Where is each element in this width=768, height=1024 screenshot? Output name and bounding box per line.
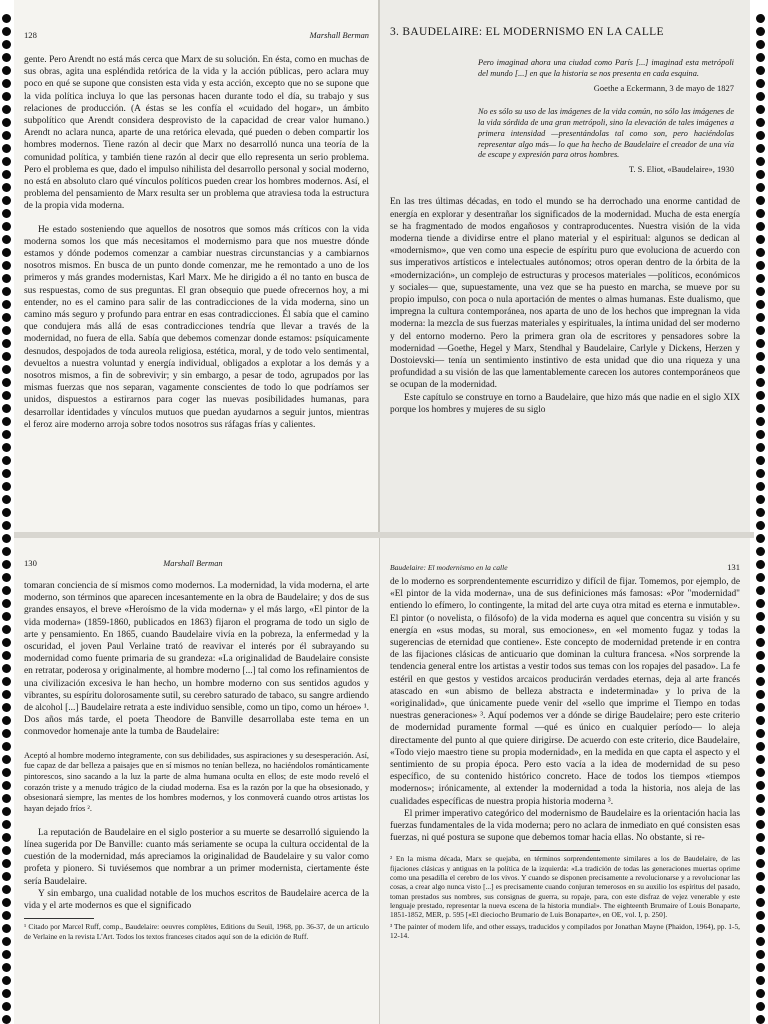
running-head <box>390 562 740 572</box>
binder-hole <box>756 14 765 23</box>
binder-hole <box>756 274 765 283</box>
binder-hole <box>756 742 765 751</box>
chapter-heading: 3. BAUDELAIRE: EL MODERNISMO EN LA CALLE <box>390 26 664 38</box>
binder-hole <box>2 742 11 751</box>
epigraph-source: Goethe a Eckermann, 3 de mayo de 1827 <box>593 82 734 93</box>
binder-hole <box>756 586 765 595</box>
binder-hole <box>756 339 765 348</box>
binder-hole <box>2 638 11 647</box>
binder-hole <box>2 92 11 101</box>
binder-hole <box>2 495 11 504</box>
binder-hole <box>2 391 11 400</box>
binder-hole <box>756 469 765 478</box>
binder-hole <box>2 378 11 387</box>
binder-hole <box>756 248 765 257</box>
binder-hole <box>2 898 11 907</box>
binder-hole <box>2 599 11 608</box>
block-quote: Aceptó al hombre moderno íntegramente, con sus debilidades, sus aspiraciones y su desesperación. Así, fue capaz de dar belleza a paisajes que en sí mismos no tenían belleza, no haciéndolos románticamente pintorescos, sino sacando a la luz la parte de alma humana oculta en ellos; de este modo reveló el corazón triste y a menudo trágico de la ciudad moderna. Esa es la razón por la que ha obsesionado, y obsesionará siempre, las mentes de los hombres modernos, y los conmoverá cuando otros artistas los hayan dejado fríos ². <box>24 750 369 814</box>
binder-hole <box>756 105 765 114</box>
binder-hole <box>756 677 765 686</box>
body-paragraph: Y sin embargo, una cualidad notable de los muchos escritos de Baudelaire acerca de la vida y el arte modernos es que el significado <box>24 888 369 912</box>
binder-holes-right <box>754 0 768 1024</box>
running-head-author: Marshall Berman <box>163 559 223 568</box>
binder-hole <box>2 1015 11 1024</box>
binder-hole <box>756 833 765 842</box>
binder-hole <box>756 755 765 764</box>
binder-hole <box>756 846 765 855</box>
binder-hole <box>756 404 765 413</box>
binder-hole <box>2 508 11 517</box>
body-paragraph: He estado sosteniendo que aquellos de nosotros que somos más críticos con la vida moderna somos los que más necesitamos el modernismo para que nos muestre dónde estamos y dónde podemos comenzar a cambiar nuestras circunstancias y a cambiarnos nosotros mismos. En busca de un punto donde comenzar, me he remontado a uno de los primeros y más grandes modernistas, Karl Marx. Me he dirigido a él no tanto en busca de sus respuestas, como de sus preguntas. El gran obsequio que puede ofrecernos hoy, a mi entender, no es el camino para salir de las contradicciones de la vida moderna, sino un camino más seguro y profundo para entrar en esas contradicciones. Él sabía que el camino que condujera más allá de esas contradicciones tendría que llevar a través de la modernidad, no fuera de ella. Sabía que debemos comenzar donde estamos: psíquicamente desnudos, despojados de toda aureola religiosa, estética, moral, y de todo velo sentimental, devueltos a nuestra voluntad y energía individual, obligados a explotar a los demás y a nosotros mismos, a fin de sobrevivir; y sin embargo, a pesar de todo, agrupados por las mismas fuerzas que nos separan, vagamente conscientes de todo lo que podríamos ser unidos, dispuestos a estirarnos para coger las nuevas posibilidades humanas, para desarrollar identidades y vínculos mutuos que puedan ayudarnos a seguir juntos, mientras el feroz aire moderno arroja sobre todos nosotros sus ráfagas frías y calientes. <box>24 224 369 430</box>
binder-hole <box>756 482 765 491</box>
binder-hole <box>2 105 11 114</box>
running-head <box>24 558 369 568</box>
page-number: 130 <box>24 558 37 568</box>
binder-hole <box>2 872 11 881</box>
binder-hole <box>2 248 11 257</box>
binder-hole <box>756 885 765 894</box>
binder-hole <box>756 157 765 166</box>
epigraph: No es sólo su uso de las imágenes de la vida común, no sólo las imágenes de la vida sórdida de una gran metrópoli, sino la elevación de tales imágenes a primera intensidad —presentándolas tal como son, pero haciéndolas representar algo más— lo que ha hecho de Baudelaire el creador de una vía de escape y expresión para otros hombres. <box>478 106 734 160</box>
binder-hole <box>756 729 765 738</box>
binder-hole <box>756 430 765 439</box>
binder-hole <box>2 586 11 595</box>
footnote-rule <box>530 850 600 851</box>
page-131 <box>380 538 750 1024</box>
binder-hole <box>756 1002 765 1011</box>
binder-hole <box>756 690 765 699</box>
binder-hole <box>2 976 11 985</box>
body-paragraph: El primer imperativo categórico del modernismo de Baudelaire es la orientación hacia las fuerzas fundamentales de la vida moderna; pero no aclara de inmediato en qué consisten esas fuerzas, ni qué postura se supone que debemos tomar hacia ellas. No obstante, si re- <box>390 808 740 844</box>
binder-hole <box>756 950 765 959</box>
binder-hole <box>2 755 11 764</box>
binder-hole <box>2 963 11 972</box>
binder-hole <box>756 92 765 101</box>
binder-hole <box>756 508 765 517</box>
binder-hole <box>756 495 765 504</box>
binder-hole <box>2 716 11 725</box>
binder-hole <box>2 989 11 998</box>
binder-hole <box>2 40 11 49</box>
binder-hole <box>756 872 765 881</box>
binder-hole <box>2 664 11 673</box>
binder-hole <box>756 196 765 205</box>
binder-hole <box>2 677 11 686</box>
binder-hole <box>756 651 765 660</box>
binder-hole <box>756 547 765 556</box>
body-paragraph: tomaran conciencia de sí mismos como modernos. La modernidad, la vida moderna, el arte moderno, son términos que aparecen incesantemente en la obra de Baudelaire; y dos de sus grandes ensayos, el breve «Heroísmo de la vida moderna» y el más largo, «El pintor de la vida moderna» (1859-1860, publicados en 1863) fijaron el programa de todo un siglo de arte y pensamiento. En 1865, cuando Baudelaire vivía en la pobreza, la enfermedad y la oscuridad, el joven Paul Verlaine trató de reavivar el interés por él subrayando su modernidad como fuente primaria de su grandeza: «La originalidad de Baudelaire consiste en retratar, poderosa y originalmente, al hombre moderno [...] tal como los refinamientos de una civilización excesiva le han hecho, un hombre moderno con sus sentidos agudos y vibrantes, su espíritu dolorosamente sutil, su cerebro saturado de tabaco, su sangre ardiendo de alcohol [...] Baudelaire retrata a este individuo sensible, como un tipo, como un héroe» ¹. Dos años más tarde, el poeta Theodore de Banville desarrollaba este tema en un conmovedor homenaje ante la tumba de Baudelaire: <box>24 581 369 738</box>
body-paragraph: gente. Pero Arendt no está más cerca que Marx de su solución. En ésta, como en muchas de sus obras, agita una espléndida retórica de la vida y la acción públicas, pero aclara muy poco en qué se supone que consisten esta vida y esta acción, excepto que no se supone que la vida política incluya lo que las personas hacen durante todo el día, su trabajo y sus relaciones de producción. (A éstas se les confía el «cuidado del hogar», un ámbito subpolítico que Arendt considera desprovisto de la capacidad de crear valor humano.) Arendt no aclara nunca, aparte de una retórica elevada, qué pueden o deben compartir los hombres modernos. Tiene razón al decir que Marx no desarrolló nunca una teoría de la comunidad política, y también tiene razón al decir que ello representa un serio problema. Pero el problema es que, dado el impulso nihilista del desarrollo personal y social moderno, no está en absoluto claro qué vínculos políticos pueden crear los hombres modernos. Así, el problema del pensamiento de Marx resulta ser un problema que atraviesa toda la estructura de la propia vida moderna. <box>24 55 369 212</box>
binder-hole <box>2 287 11 296</box>
binder-hole <box>756 898 765 907</box>
binder-hole <box>756 924 765 933</box>
binder-hole <box>756 560 765 569</box>
binder-hole <box>2 365 11 374</box>
binder-hole <box>2 183 11 192</box>
binder-hole <box>2 157 11 166</box>
binder-hole <box>756 911 765 920</box>
binder-hole <box>2 118 11 127</box>
binder-hole <box>756 1015 765 1024</box>
binder-hole <box>756 287 765 296</box>
binder-hole <box>2 170 11 179</box>
binder-hole <box>756 612 765 621</box>
binder-hole <box>756 118 765 127</box>
binder-hole <box>756 989 765 998</box>
binder-hole <box>756 716 765 725</box>
binder-hole <box>756 417 765 426</box>
running-head <box>24 30 369 40</box>
binder-hole <box>2 196 11 205</box>
binder-hole <box>756 638 765 647</box>
binder-hole <box>2 53 11 62</box>
binder-hole <box>2 547 11 556</box>
binder-hole <box>2 573 11 582</box>
binder-hole <box>756 300 765 309</box>
binder-hole <box>2 807 11 816</box>
binder-hole <box>756 573 765 582</box>
page-number: 128 <box>24 30 37 40</box>
binder-hole <box>756 365 765 374</box>
binder-hole <box>2 469 11 478</box>
binder-hole <box>756 703 765 712</box>
binder-hole <box>756 794 765 803</box>
binder-hole <box>2 443 11 452</box>
binder-hole <box>2 404 11 413</box>
binder-hole <box>2 430 11 439</box>
footnote-rule <box>24 918 94 919</box>
binder-hole <box>2 417 11 426</box>
binder-hole <box>756 963 765 972</box>
binder-hole <box>756 807 765 816</box>
binder-hole <box>2 313 11 322</box>
binder-hole <box>2 261 11 270</box>
binder-hole <box>756 170 765 179</box>
binder-hole <box>2 482 11 491</box>
binder-hole <box>2 326 11 335</box>
page-130 <box>14 538 379 1024</box>
binder-hole <box>756 79 765 88</box>
binder-hole <box>756 183 765 192</box>
binder-hole <box>756 27 765 36</box>
page-128 <box>14 0 379 532</box>
binder-hole <box>2 846 11 855</box>
binder-hole <box>756 443 765 452</box>
binder-hole <box>2 911 11 920</box>
footnote: ³ The painter of modern life, and other essays, traducidos y compilados por Jonathan Mayne (Phaidon, 1964), pp. 1-5, 12-14. <box>390 921 740 940</box>
binder-hole <box>2 950 11 959</box>
binder-hole <box>2 768 11 777</box>
binder-hole <box>756 313 765 322</box>
binder-hole <box>756 261 765 270</box>
binder-hole <box>756 521 765 530</box>
binder-hole <box>756 352 765 361</box>
binder-hole <box>2 937 11 946</box>
binder-hole <box>2 144 11 153</box>
binder-hole <box>2 924 11 933</box>
binder-hole <box>2 690 11 699</box>
binder-hole <box>2 27 11 36</box>
binder-hole <box>2 222 11 231</box>
binder-hole <box>2 833 11 842</box>
binder-hole <box>2 352 11 361</box>
epigraph-source: T. S. Eliot, «Baudelaire», 1930 <box>628 164 734 175</box>
binder-hole <box>2 794 11 803</box>
binder-hole <box>2 300 11 309</box>
binder-hole <box>756 859 765 868</box>
binder-hole <box>2 79 11 88</box>
binder-hole <box>2 521 11 530</box>
binder-hole <box>2 456 11 465</box>
binder-hole <box>2 703 11 712</box>
binder-hole <box>2 820 11 829</box>
footnote: ² En la misma década, Marx se quejaba, en términos sorprendentemente similares a los de Baudelaire, de las fijaciones clásicas y antiguas en la política de la izquierda: «La tradición de todas las generaciones muertas oprime como una pesadilla el cerebro de los vivos. Y cuando se disponen precisamente a revolucionarse y a revolucionar las cosas, a crear algo nunca visto [...] es precisamente cuando conjuran temerosos en su auxilio los espíritus del pasado, toman prestados sus nombres, sus consignas de guerra, su ropaje, para, con este disfraz de vejez venerable y este lenguaje prestado, representar la nueva escena de la historia mundial». The eighteenth Brumaire of Louis Bonaparte, 1851-1852, MER, p. 595 [«El dieciocho Brumario de Luis Bonaparte», en OE, vol. I, p. 250]. <box>390 854 740 920</box>
binder-hole <box>756 976 765 985</box>
binder-hole <box>2 235 11 244</box>
binder-hole <box>2 131 11 140</box>
binder-hole <box>756 625 765 634</box>
binder-hole <box>756 781 765 790</box>
binder-hole <box>2 729 11 738</box>
binder-hole <box>2 209 11 218</box>
binder-holes-left <box>0 0 14 1024</box>
binder-hole <box>756 235 765 244</box>
binder-hole <box>756 66 765 75</box>
binder-hole <box>2 534 11 543</box>
binder-hole <box>756 378 765 387</box>
binder-hole <box>2 859 11 868</box>
footnote: ¹ Citado por Marcel Ruff, comp., Baudelaire: oeuvres complètes, Editions du Seuil, 1968, pp. 36-37, de un artículo de Verlaine en la revista L'Art. Todos los textos franceses citados aquí son de la edición de Ruff. <box>24 922 369 941</box>
body-paragraph: de lo moderno es sorprendentemente escurridizo y difícil de fijar. Tomemos, por ejemplo, de «El pintor de la vida moderna», una de sus definiciones más famosas: «Por "modernidad" entiendo lo efímero, lo contingente, la mitad del arte cuya otra mitad es eterna e inmutable». El pintor (o novelista, o filósofo) de la vida moderna es aquel que concentra su visión y su energía en «sus modas, su moral, sus emociones», en «el momento fugaz y todas la sugerencias de eternidad que contiene». Este concepto de modernidad pretende ir en contra de las fijaciones clásicas de anticuario que dominan la cultura francesa. «Nos sorprende la tendencia general entre los artistas a vestir todos sus temas con los ropajes del pasado». La fe estéril en que gestos y vestidos arcaicos producirán verdades eternas, deja al arte francés atascado en «un abismo de belleza abstracta e indeterminada» y lo priva de la «originalidad», que únicamente puede venir del «sello que imprime el Tiempo en todas nuestras generaciones» ³. Aquí podemos ver a dónde se dirige Baudelaire; pero este criterio de modernidad puramente formal —qué es único en cualquier período— lo aleja directamente del punto al que quiere dirigirse. De acuerdo con este criterio, dice Baudelaire, «Todo viejo maestro tiene su propia modernidad», en la medida en que capta el aspecto y el sentimiento de su propia época. Pero esto vacía a la idea de modernidad de su peso específico, de su contenido histórico concreto. Hace de todos los tiempos «tiempos modernos»; irónicamente, al extender la modernidad a toda la historia, nos aleja de las cualidades específicas de nuestra propia historia moderna ³. <box>390 577 740 807</box>
running-head-title: Baudelaire: El modernismo en la calle <box>390 563 508 572</box>
page-number: 131 <box>727 562 740 572</box>
binder-hole <box>756 820 765 829</box>
binder-hole <box>756 40 765 49</box>
binder-hole <box>2 66 11 75</box>
epigraph: Pero imaginad ahora una ciudad como París [...] imaginad esta metrópoli del mundo [...] en que la historia se nos presenta en cada esquina. <box>478 58 734 78</box>
binder-hole <box>2 274 11 283</box>
body-paragraph: Este capítulo se construye en torno a Baudelaire, que hizo más que nadie en el siglo XIX porque los hombres y mujeres de su siglo <box>390 392 740 415</box>
binder-hole <box>756 599 765 608</box>
binder-hole <box>756 326 765 335</box>
binder-hole <box>756 534 765 543</box>
binder-hole <box>2 625 11 634</box>
binder-hole <box>2 14 11 23</box>
body-paragraph: La reputación de Baudelaire en el siglo posterior a su muerte se desarrolló siguiendo la línea sugerida por De Banville: cuanto más seriamente se ocupa la cultura occidental de la cuestión de la modernidad, más apreciamos la originalidad de Baudelaire y su valor como profeta y pionero. Si tuviésemos que nombrar a un primer modernista, ciertamente éste sería Baudelaire. <box>24 827 369 887</box>
binder-hole <box>756 768 765 777</box>
running-head-author: Marshall Berman <box>309 31 369 40</box>
binder-hole <box>756 937 765 946</box>
binder-hole <box>756 144 765 153</box>
binder-hole <box>756 664 765 673</box>
binder-hole <box>2 1002 11 1011</box>
binder-hole <box>2 885 11 894</box>
binder-hole <box>2 651 11 660</box>
binder-hole <box>756 391 765 400</box>
page-129 <box>380 0 750 532</box>
binder-hole <box>756 209 765 218</box>
binder-hole <box>2 560 11 569</box>
binder-hole <box>756 222 765 231</box>
binder-hole <box>756 456 765 465</box>
binder-hole <box>2 339 11 348</box>
binder-hole <box>2 612 11 621</box>
body-paragraph: En las tres últimas décadas, en todo el mundo se ha derrochado una enorme cantidad de energía en explorar y desentrañar los significados de la modernidad. Mucha de esta energía se ha fragmentado de modos engañosos y contraproducentes. Nuestra visión de la vida moderna tiende a dividirse entre el plano material y el espiritual: algunos se dedican al «modernismo», que ven como una especie de espíritu puro que evoluciona de acuerdo con sus imperativos artísticos e intelectuales autónomos; otros operan dentro de la órbita de la «modernización», un complejo de estructuras y procesos materiales —políticos, económicos y sociales— que, supuestamente, una vez que se ha puesto en marcha, se mueve por su propio impulso, con poca o nula aportación de mentes o almas humanas. Este dualismo, que impregna la cultura contemporánea, nos aparta de uno de los hechos que impregnan la vida moderna: la mezcla de sus fuerzas materiales y espirituales, la íntima unidad del ser moderno y del entorno moderno. Pero la primera gran ola de escritores y pensadores sobre la modernidad —Goethe, Hegel y Marx, Stendhal y Baudelaire, Carlyle y Dickens, Herzen y Dostoievski— tenía un sentimiento instintivo de esta unidad que dio una riqueza y una profundidad a su visión de las que lamentablemente carecen los autores contemporáneos que se ocupan de la modernidad. <box>390 197 740 391</box>
binder-hole <box>756 53 765 62</box>
binder-hole <box>2 781 11 790</box>
binder-hole <box>756 131 765 140</box>
